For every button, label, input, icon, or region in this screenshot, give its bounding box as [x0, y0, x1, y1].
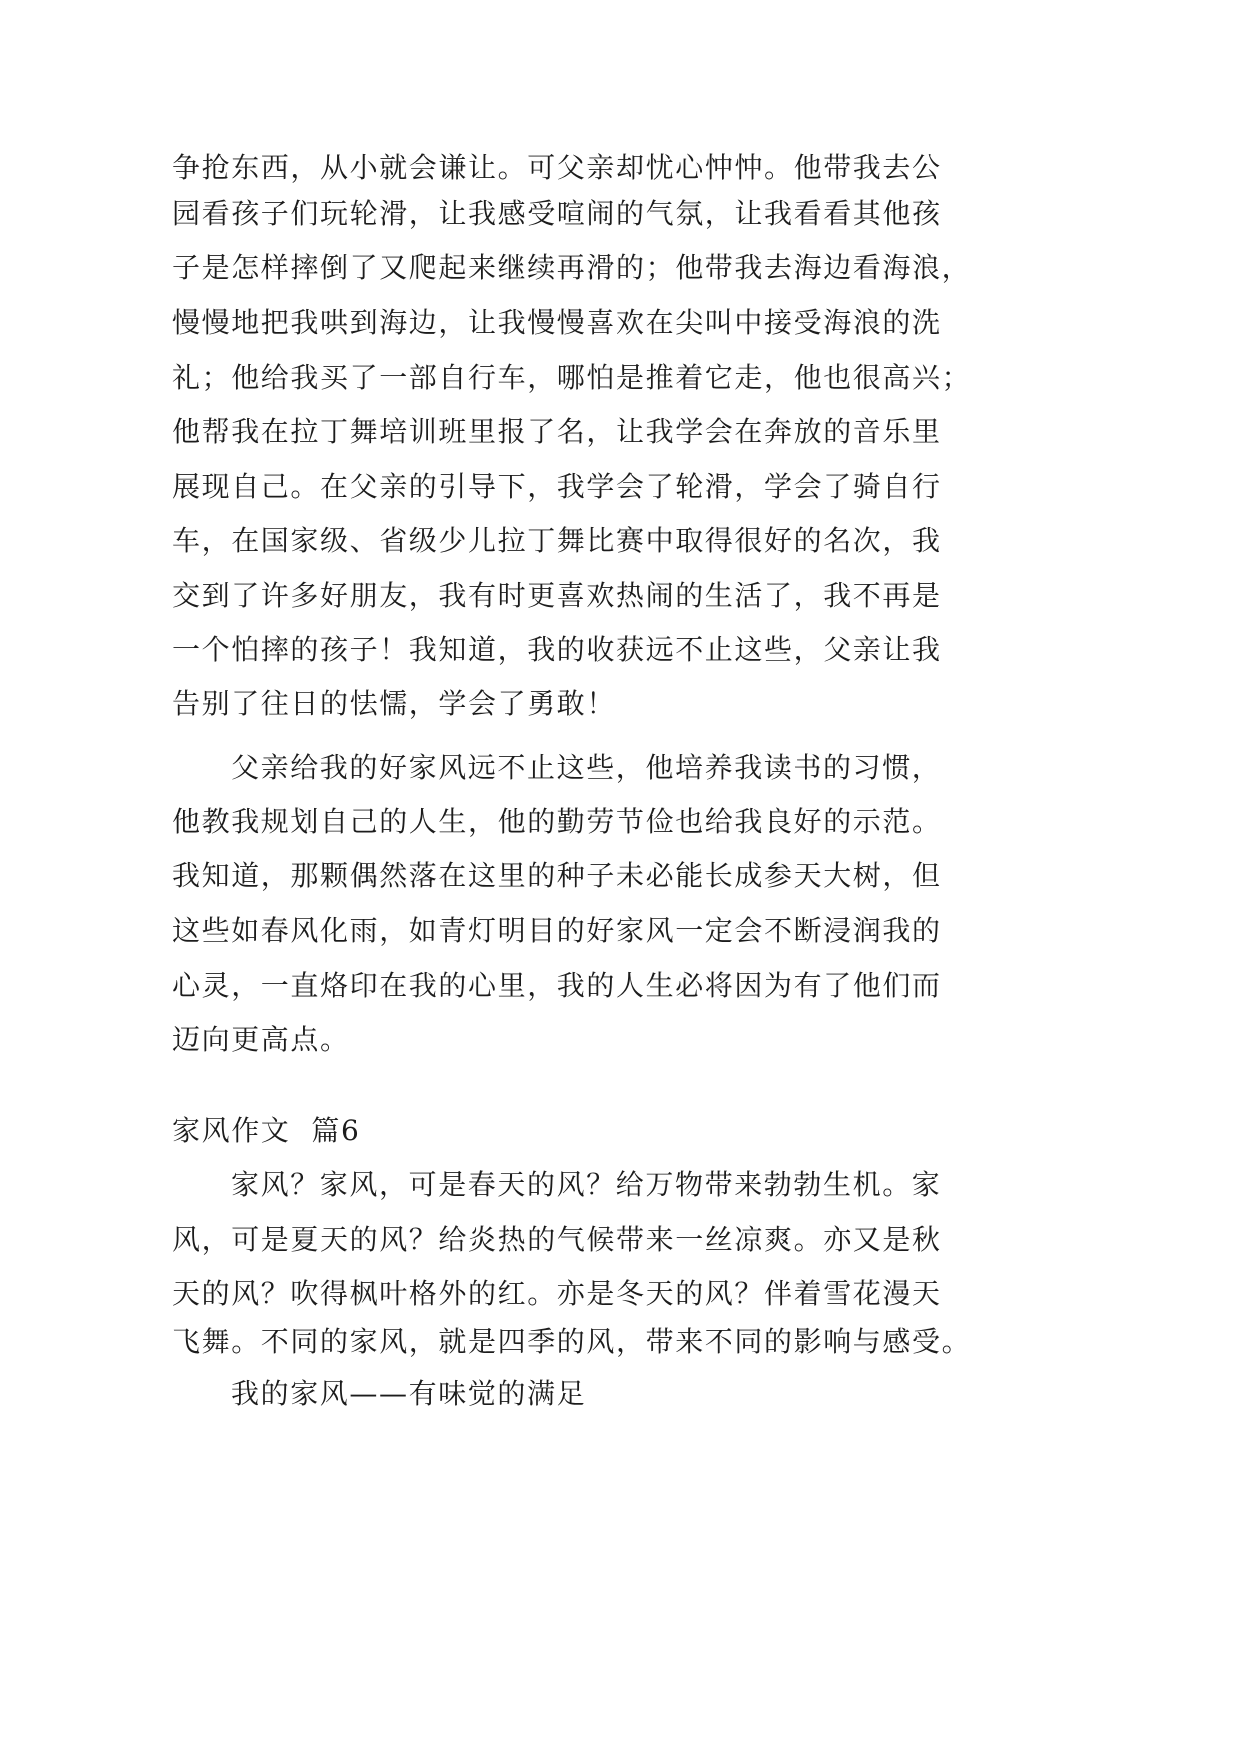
text-line: 一个怕摔的孩子！我知道，我的收获远不止这些，父亲让我 [172, 633, 942, 666]
text-line: 慢慢地把我哄到海边，让我慢慢喜欢在尖叫中接受海浪的洗 [172, 306, 942, 339]
text-line: 展现自己。在父亲的引导下，我学会了轮滑，学会了骑自行 [172, 470, 942, 503]
text-line: 车，在国家级、省级少儿拉丁舞比赛中取得很好的名次，我 [172, 524, 942, 557]
text-line: 父亲给我的好家风远不止这些，他培养我读书的习惯， [231, 751, 942, 784]
text-line: 风，可是夏天的风？给炎热的气候带来一丝凉爽。亦又是秋 [172, 1223, 942, 1256]
text-line: 园看孩子们玩轮滑，让我感受喧闹的气氛，让我看看其他孩 [172, 197, 942, 230]
text-line: 礼；他给我买了一部自行车，哪怕是推着它走，他也很高兴； [172, 361, 972, 394]
text-line: 心灵，一直烙印在我的心里，我的人生必将因为有了他们而 [172, 969, 942, 1002]
text-line: 天的风？吹得枫叶格外的红。亦是冬天的风？伴着雪花漫天 [172, 1277, 942, 1310]
text-line: 家风？家风，可是春天的风？给万物带来勃勃生机。家 [231, 1168, 942, 1201]
text-line: 他教我规划自己的人生，他的勤劳节俭也给我良好的示范。 [172, 805, 942, 838]
text-line: 这些如春风化雨，如青灯明目的好家风一定会不断浸润我的 [172, 914, 942, 947]
text-line: 争抢东西，从小就会谦让。可父亲却忧心忡忡。他带我去公 [172, 151, 942, 184]
text-line: 飞舞。不同的家风，就是四季的风，带来不同的影响与感受。 [172, 1325, 972, 1358]
section-heading: 家风作文 篇6 [172, 1114, 361, 1147]
text-line: 告别了往日的怯懦，学会了勇敢！ [172, 687, 617, 720]
text-line: 迈向更高点。 [172, 1023, 350, 1056]
text-line: 交到了许多好朋友，我有时更喜欢热闹的生活了，我不再是 [172, 579, 942, 612]
text-line: 子是怎样摔倒了又爬起来继续再滑的；他带我去海边看海浪， [172, 251, 972, 284]
text-line: 我知道，那颗偶然落在这里的种子未必能长成参天大树，但 [172, 859, 942, 892]
text-line: 他帮我在拉丁舞培训班里报了名，让我学会在奔放的音乐里 [172, 415, 942, 448]
text-line: 我的家风——有味觉的满足 [231, 1377, 587, 1410]
